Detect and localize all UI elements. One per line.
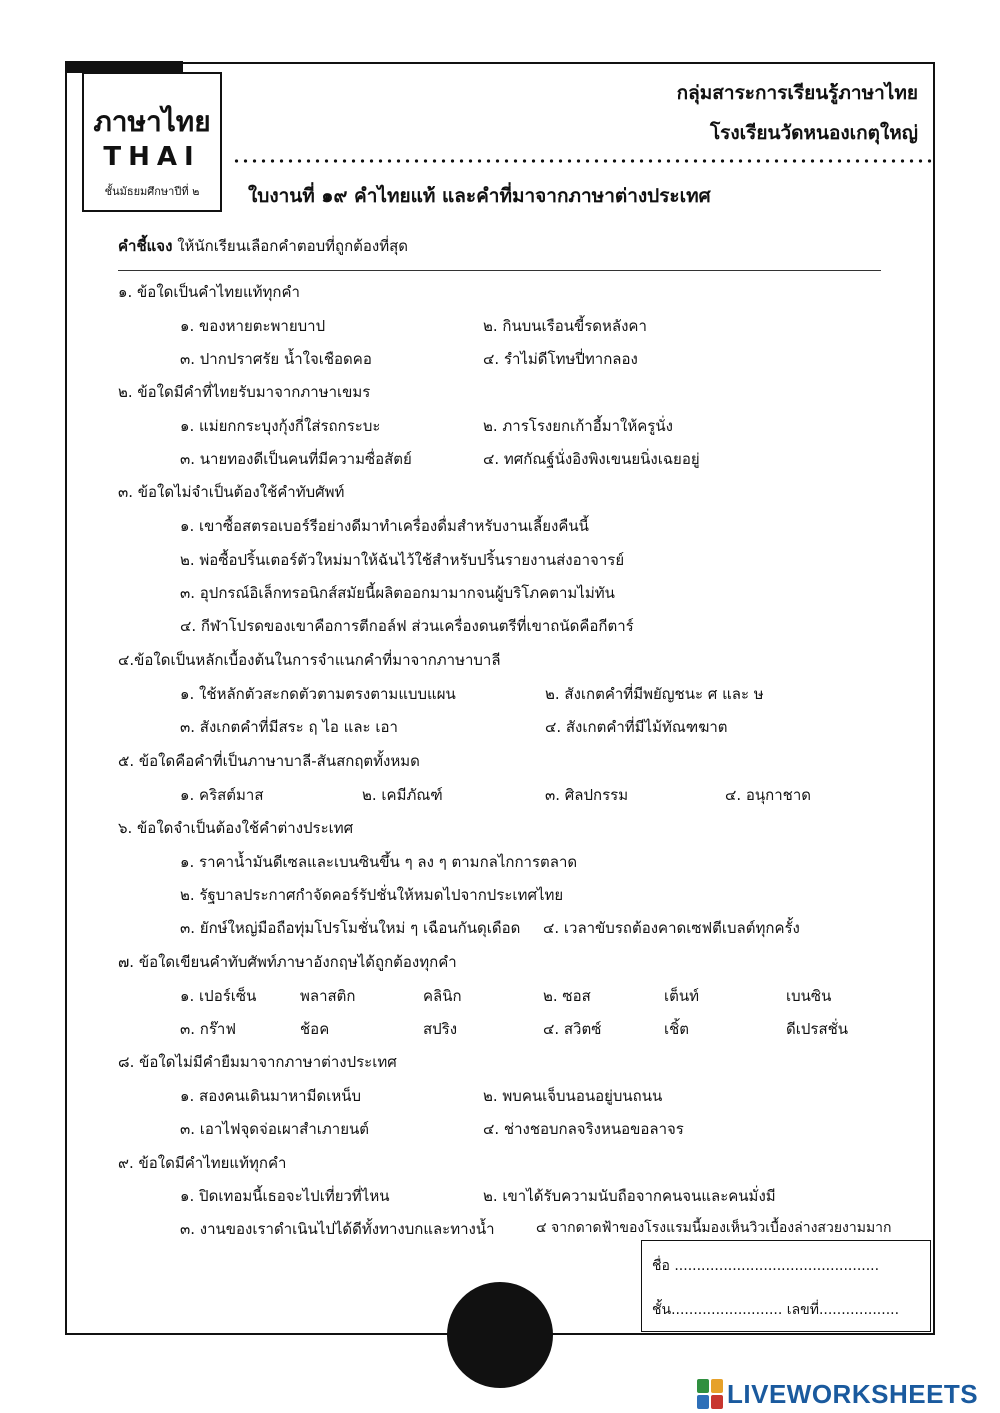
q2-option-2[interactable]: ๒. ภารโรงยกเก้าอี้มาให้ครูนั่ง (483, 417, 673, 435)
q6-option-1[interactable]: ๑. ราคาน้ำมันดีเซลและเบนซินขึ้น ๆ ลง ๆ ตามกลไกการตลาด (180, 853, 578, 871)
liveworksheets-icon (697, 1379, 723, 1409)
q3-option-4[interactable]: ๔. กีฬาโปรดของเขาคือการตีกอล์ฟ ส่วนเครื่องดนตรีที่เขาถนัดคือกีตาร์ (180, 617, 634, 635)
q9-option-1[interactable]: ๑. ปิดเทอมนี้เธอจะไปเที่ยวที่ไหน (180, 1187, 390, 1205)
q6-option-2[interactable]: ๒. รัฐบาลประกาศกำจัดคอร์รัปชั่นให้หมดไปจากประเทศไทย (180, 886, 564, 904)
subject-english: THAI (103, 142, 201, 172)
q7-option-3-word-1[interactable]: ๓. กร๊าฟ (180, 1020, 236, 1038)
q8-option-4[interactable]: ๔. ช่างชอบกลจริงหนอขอลาจร (483, 1120, 684, 1138)
q7-option-3-word-3: สปริง (423, 1020, 458, 1038)
instructions (118, 234, 408, 258)
question-7: ๗. ข้อใดเขียนคำทับศัพท์ภาษาอังกฤษได้ถูกต้องทุกคำ (118, 953, 457, 971)
dotted-divider (232, 158, 932, 164)
q4-option-3[interactable]: ๓. สังเกตคำที่มีสระ ฤ ไอ และ เอา (180, 718, 398, 736)
logo-tile-4 (711, 1395, 723, 1409)
q3-option-2[interactable]: ๒. พ่อซื้อปริ้นเตอร์ตัวใหม่มาให้ฉันไว้ใช้สำหรับปริ้นรายงานส่งอาจารย์ (180, 551, 625, 569)
q9-option-4[interactable]: ๔ จากดาดฟ้าของโรงแรมนี้มองเห็นวิวเบื้องล่างสวยงามมาก (536, 1220, 892, 1236)
q7-option-1-word-1[interactable]: ๑. เปอร์เซ็น (180, 987, 257, 1005)
q2-option-4[interactable]: ๔. ทศกัณฐ์นั่งอิงพิงเขนยนิ่งเฉยอยู่ (483, 450, 700, 468)
q7-option-1-word-2: พลาสติก (300, 987, 356, 1005)
q7-option-4-word-2: เชิ้ต (664, 1020, 690, 1038)
logo-tile-2 (711, 1379, 723, 1393)
instructions-text: ให้นักเรียนเลือกคำตอบที่ถูกต้องที่สุด (172, 237, 409, 255)
q7-option-2-word-3: เบนซิน (786, 987, 832, 1005)
q3-option-3[interactable]: ๓. อุปกรณ์อิเล็กทรอนิกส์สมัยนี้ผลิตออกมามากจนผู้บริโภคตามไม่ทัน (180, 584, 615, 602)
q7-option-3-word-2: ช้อค (300, 1020, 330, 1038)
q7-option-1-word-3: คลินิก (423, 987, 462, 1005)
department-name: กลุ่มสาระการเรียนรู้ภาษาไทย (676, 82, 918, 104)
grade-level: ชั้นมัธยมศึกษาปีที่ ๒ (104, 185, 200, 198)
student-class-field[interactable]: ชั้น......................... เลขที่.................. (652, 1302, 900, 1318)
q1-option-4[interactable]: ๔. รำไม่ดีโทษปี่ทากลอง (483, 350, 638, 368)
q9-option-2[interactable]: ๒. เขาได้รับความนับถือจากคนจนและคนมั่งมี (483, 1187, 776, 1205)
q1-option-1[interactable]: ๑. ของหายตะพายบาป (180, 317, 326, 335)
q6-option-4[interactable]: ๔. เวลาขับรถต้องคาดเซฟตีเบลต์ทุกครั้ง (543, 919, 800, 937)
q6-option-3[interactable]: ๓. ยักษ์ใหญ่มือถือทุ่มโปรโมชั่นใหม่ ๆ เฉือนกันดุเดือด (180, 919, 521, 937)
instructions-divider (118, 270, 881, 271)
liveworksheets-wordmark: LIVEWORKSHEETS (727, 1378, 979, 1409)
instructions-label: คำชี้แจง (118, 237, 173, 255)
logo-tile-1 (697, 1379, 709, 1393)
logo-tile-3 (697, 1395, 709, 1409)
q1-option-2[interactable]: ๒. กินบนเรือนขี้รดหลังคา (483, 317, 647, 335)
liveworksheets-logo (697, 1377, 978, 1411)
student-name-field[interactable]: ชื่อ .............................................. (652, 1258, 880, 1274)
q8-option-2[interactable]: ๒. พบคนเจ็บนอนอยู่บนถนน (483, 1087, 663, 1105)
q4-option-1[interactable]: ๑. ใช้หลักตัวสะกดตัวตามตรงตามแบบแผน (180, 685, 456, 703)
q4-option-2[interactable]: ๒. สังเกตคำที่มีพยัญชนะ ศ และ ษ (545, 685, 764, 703)
question-9: ๙. ข้อใดมีคำไทยแท้ทุกคำ (118, 1154, 287, 1172)
question-8: ๘. ข้อใดไม่มีคำยืมมาจากภาษาต่างประเทศ (118, 1053, 397, 1071)
q8-option-3[interactable]: ๓. เอาไฟจุดจ่อเผาสำเภายนต์ (180, 1120, 369, 1138)
q2-option-1[interactable]: ๑. แม่ยกกระบุงกุ้งกี่ใส่รถกระบะ (180, 417, 381, 435)
worksheet-title: ใบงานที่ ๑๙ คำไทยแท้ และคำที่มาจากภาษาต่างประเทศ (248, 185, 711, 207)
q5-option-3[interactable]: ๓. ศิลปกรรม (545, 786, 629, 804)
question-6: ๖. ข้อใดจำเป็นต้องใช้คำต่างประเทศ (118, 819, 354, 837)
question-5: ๕. ข้อใดคือคำที่เป็นภาษาบาลี-สันสกฤตทั้งหมด (118, 752, 420, 770)
student-info-box (641, 1240, 931, 1332)
subject-thai: ภาษาไทย (93, 105, 211, 138)
q5-option-2[interactable]: ๒. เคมีภัณฑ์ (362, 786, 443, 804)
question-2: ๒. ข้อใดมีคำที่ไทยรับมาจากภาษาเขมร (118, 383, 371, 401)
punch-hole (447, 1282, 553, 1388)
q9-option-3[interactable]: ๓. งานของเราดำเนินไปได้ดีทั้งทางบกและทางน้ำ (180, 1220, 495, 1238)
q5-option-4[interactable]: ๔. อนุกาชาด (725, 786, 812, 804)
question-1: ๑. ข้อใดเป็นคำไทยแท้ทุกคำ (118, 283, 300, 301)
subject-box (82, 72, 222, 212)
question-3: ๓. ข้อใดไม่จำเป็นต้องใช้คำทับศัพท์ (118, 483, 345, 501)
q7-option-4-word-1[interactable]: ๔. สวิตซ์ (543, 1020, 602, 1038)
q7-option-2-word-2: เต็นท์ (664, 987, 700, 1005)
q3-option-1[interactable]: ๑. เขาซื้อสตรอเบอร์รีอย่างดีมาทำเครื่องดื่มสำหรับงานเลี้ยงคืนนี้ (180, 517, 589, 535)
q7-option-4-word-3: ดีเปรสชั่น (786, 1020, 849, 1038)
q5-option-1[interactable]: ๑. คริสต์มาส (180, 786, 264, 804)
q1-option-3[interactable]: ๓. ปากปราศรัย น้ำใจเชือดคอ (180, 350, 372, 368)
q7-option-2-word-1[interactable]: ๒. ซอส (543, 987, 591, 1005)
q2-option-3[interactable]: ๓. นายทองดีเป็นคนที่มีความซื่อสัตย์ (180, 450, 412, 468)
q4-option-4[interactable]: ๔. สังเกตคำที่มีไม้ทัณฑฆาต (545, 718, 728, 736)
question-4: ๔.ข้อใดเป็นหลักเบื้องต้นในการจำแนกคำที่มาจากภาษาบาลี (118, 651, 501, 669)
q8-option-1[interactable]: ๑. สองคนเดินมาหามีดเหน็บ (180, 1087, 361, 1105)
school-name: โรงเรียนวัดหนองเกตุใหญ่ (709, 122, 918, 144)
